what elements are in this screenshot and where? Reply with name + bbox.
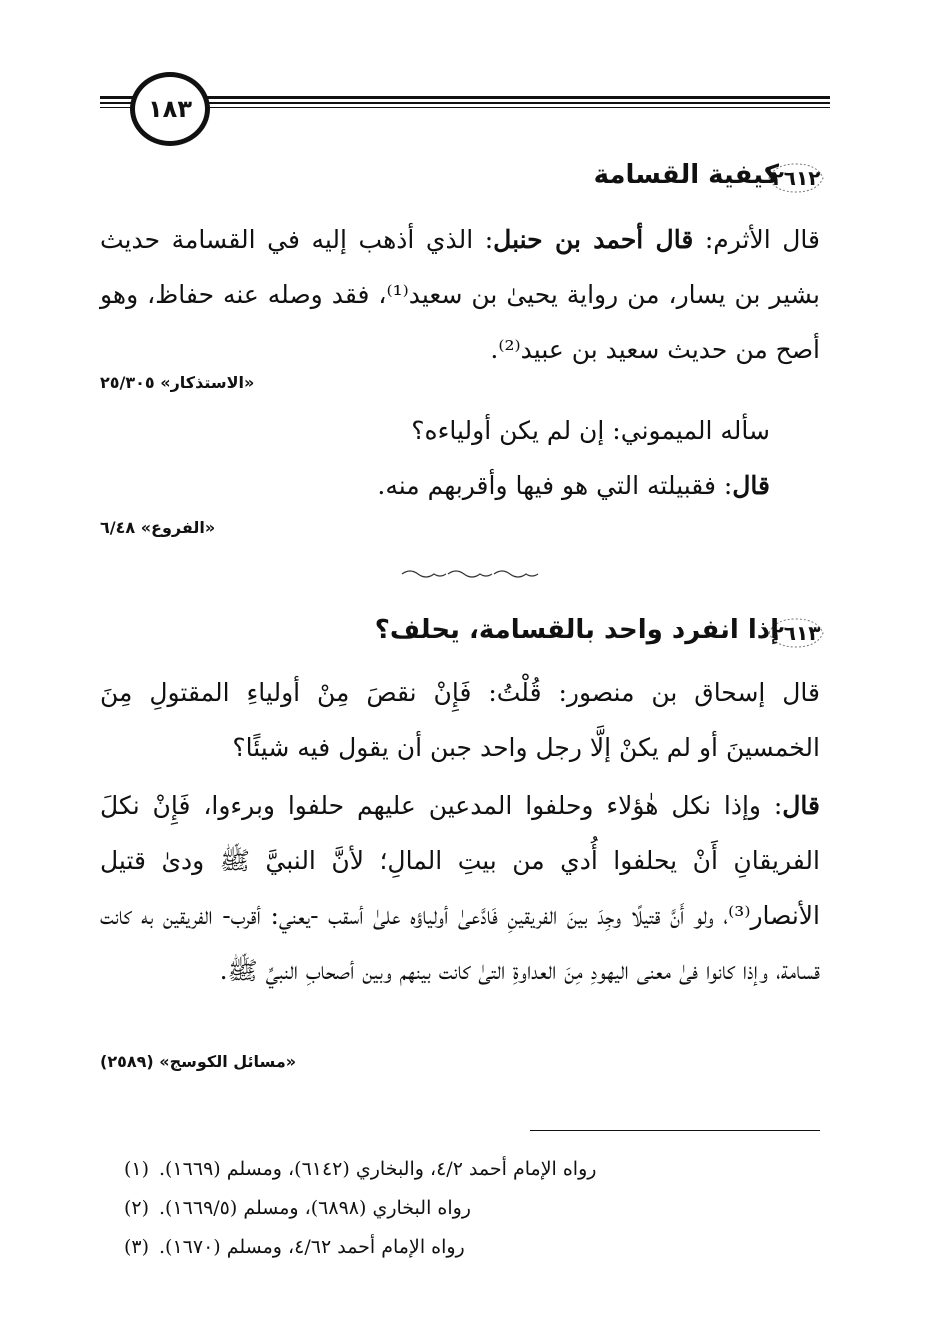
paragraph-athram: قال الأثرم: قال أحمد بن حنبل: الذي أذهب إليه في القسامة حديث بشير بن يسار، من رواية يحيىٰ بن سعيد⁽¹⁾، فقد وصله عنه حفاظ، وهو أصح من حديث سعيد بن عبيد⁽²⁾. bbox=[100, 225, 821, 364]
footnotes bbox=[121, 1150, 821, 1267]
page-number: ١٨٣ bbox=[130, 72, 210, 146]
section-title: إذا انفرد واحد بالقسامة، يحلف؟ bbox=[374, 615, 779, 645]
section-number-badge: ٢٦١٢ bbox=[765, 160, 827, 196]
source-citation: «الفروع» ٦/٤٨ bbox=[100, 518, 216, 537]
footnote-rule bbox=[530, 1130, 820, 1131]
paragraph-answer: قال: وإذا نكل هٰؤلاء وحلفوا المدعين عليهم حلفوا وبرءوا، فَإِنْ نكلَ الفريقانِ أَنْ يحلفوا أُدي من بيتِ المالِ؛ لأنَّ النبيَّ ﷺ ودىٰ قتيل الأنصار⁽³⁾، ولو أَنَّ قتيلًا وجِدَ بينَ الفريقينِ فَادَّعىٰ أولياؤه علىٰ أسقب -يعني: أقرب- الفريقين به كانت قسامة، وإذا كانوا فىٰ معنى اليهودِ مِنَ العداوةِ التىٰ كانت بينهم وبين أصحابِ النبيِّ ﷺ. bbox=[100, 791, 820, 985]
section-number-badge: ٢٦١٣ bbox=[765, 615, 827, 651]
footnote-item: (١) رواه الإمام أحمد ٤/٢، والبخاري (٦١٤٢)، ومسلم (١٦٦٩). bbox=[123, 1158, 597, 1180]
source-citation: «مسائل الكوسج» (٢٥٨٩) bbox=[100, 1052, 297, 1071]
divider-ornament-icon bbox=[400, 567, 540, 581]
footnote-item: (٣) رواه الإمام أحمد ٤/٦٢، ومسلم (١٦٧٠). bbox=[123, 1236, 465, 1258]
paragraph-maymuni: سأله الميموني: إن لم يكن أولياءه؟ قال: فقبيلته التي هو فيها وأقربهم منه. bbox=[377, 416, 770, 500]
section-title: كيفية القسامة bbox=[593, 160, 779, 190]
paragraph-ishaq: قال إسحاق بن منصور: قُلْتُ: فَإِنْ نقصَ مِنْ أولياءِ المقتولِ مِنَ الخمسينَ أو لم يكنْ إلَّا رجل واحد جبن أن يقول فيه شيئًا؟ bbox=[100, 678, 820, 762]
footnote-item: (٢) رواه البخاري (٦٨٩٨)، ومسلم (١٦٦٩/٥). bbox=[123, 1197, 471, 1219]
source-citation: «الاستذكار» ٢٥/٣٠٥ bbox=[100, 373, 255, 392]
